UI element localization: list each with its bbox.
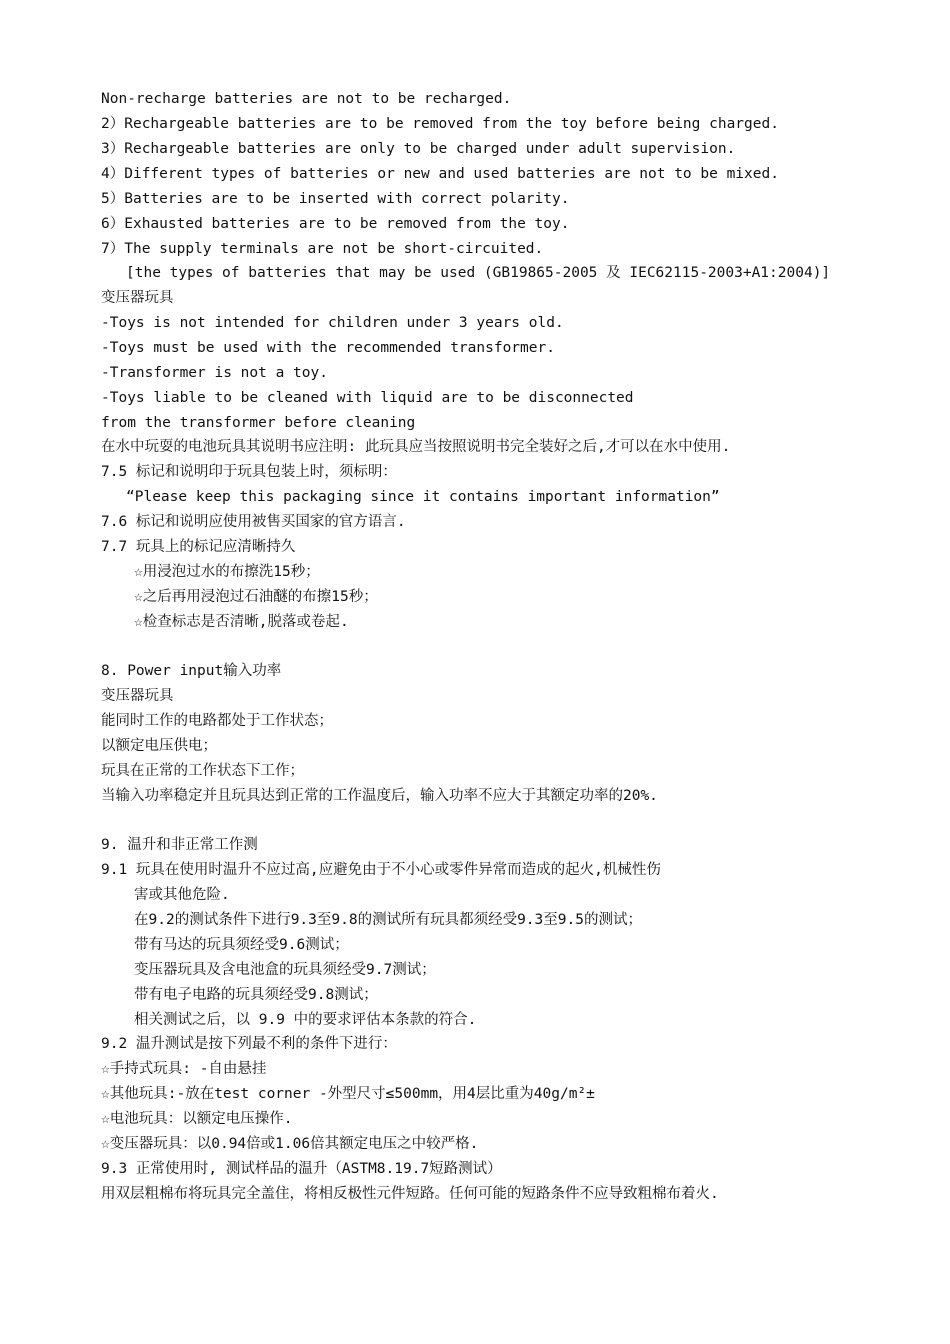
text-line: ☆之后再用浸泡过石油醚的布擦15秒； [134, 589, 378, 605]
text-line: 7.6 标记和说明应使用被售买国家的官方语言. [101, 514, 406, 530]
text-line: ☆手持式玩具: -自由悬挂 [101, 1061, 267, 1077]
text-line: ☆用浸泡过水的布擦洗15秒； [134, 564, 320, 580]
text-line: 带有电子电路的玩具须经受9.8测试； [134, 987, 378, 1003]
text-line: 变压器玩具及含电池盒的玩具须经受9.7测试； [134, 962, 436, 978]
text-line: ☆电池玩具：以额定电压操作. [101, 1111, 293, 1127]
text-line: -Toys liable to be cleaned with liquid are to be disconnected [101, 390, 634, 406]
text-line: -Toys is not intended for children under 3 years old. [101, 315, 564, 331]
text-line: 害或其他危险. [134, 887, 230, 903]
text-line: 带有马达的玩具须经受9.6测试； [134, 937, 349, 953]
text-line: -Transformer is not a toy. [101, 365, 328, 381]
text-line: from the transformer before cleaning [101, 415, 416, 431]
text-line: 9.3 正常使用时, 测试样品的温升（ASTM8.19.7短路测试） [101, 1161, 502, 1177]
text-line: 能同时工作的电路都处于工作状态； [101, 713, 333, 729]
text-line: 4）Different types of batteries or new and used batteries are not to be mixed. [101, 166, 779, 182]
text-line: 相关测试之后，以 9.9 中的要求评估本条款的符合. [134, 1012, 477, 1028]
text-line: 2）Rechargeable batteries are to be removed from the toy before being charged. [101, 116, 779, 132]
text-line: 在9.2的测试条件下进行9.3至9.8的测试所有玩具都须经受9.3至9.5的测试； [134, 912, 642, 928]
text-line: ☆变压器玩具：以0.94倍或1.06倍其额定电压之中较严格. [101, 1136, 479, 1152]
section-heading: 8. Power input输入功率 [101, 663, 282, 679]
text-line: 当输入功率稳定并且玩具达到正常的工作温度后，输入功率不应大于其额定功率的20%. [101, 788, 658, 804]
text-line: 5）Batteries are to be inserted with correct polarity. [101, 191, 570, 207]
text-line: 7.5 标记和说明印于玩具包装上时，须标明： [101, 464, 397, 480]
text-line: 在水中玩耍的电池玩具其说明书应注明: 此玩具应当按照说明书完全装好之后,才可以在水中使用. [101, 439, 731, 455]
text-line: “Please keep this packaging since it contains important information” [126, 489, 720, 505]
text-line: -Toys must be used with the recommended transformer. [101, 340, 555, 356]
text-line: ☆其他玩具:-放在test corner -外型尺寸≤500mm，用4层比重为40g/m²± [101, 1086, 595, 1102]
text-line: 用双层粗棉布将玩具完全盖住，将相反极性元件短路。任何可能的短路条件不应导致粗棉布着火. [101, 1186, 719, 1202]
text-line: 7）The supply terminals are not be short-circuited. [101, 241, 544, 257]
text-line: Non-recharge batteries are not to be recharged. [101, 91, 512, 107]
text-line: 6）Exhausted batteries are to be removed from the toy. [101, 216, 570, 232]
text-line: 变压器玩具 [101, 688, 174, 704]
text-line: ☆检查标志是否清晰,脱落或卷起. [134, 614, 349, 630]
text-line: 7.7 玩具上的标记应清晰持久 [101, 539, 296, 555]
text-line: 3）Rechargeable batteries are only to be charged under adult supervision. [101, 141, 736, 157]
text-line: 玩具在正常的工作状态下工作； [101, 763, 304, 779]
text-line: 9.2 温升测试是按下列最不利的条件下进行： [101, 1036, 397, 1052]
text-line: 以额定电压供电； [101, 738, 217, 754]
section-heading: 9. 温升和非正常工作测 [101, 837, 258, 853]
text-line: [the types of batteries that may be used (GB19865-2005 及 IEC62115-2003+A1:2004)] [126, 265, 831, 281]
text-line: 变压器玩具 [101, 290, 174, 306]
text-line: 9.1 玩具在使用时温升不应过高,应避免由于不小心或零件异常而造成的起火,机械性伤 [101, 862, 661, 878]
